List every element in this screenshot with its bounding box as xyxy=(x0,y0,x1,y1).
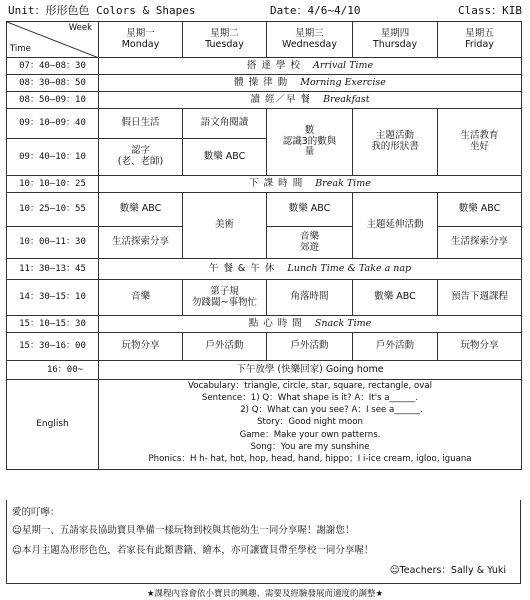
activity-cell: 假日生活 xyxy=(99,109,183,139)
day-zh: 星期二 xyxy=(210,27,239,39)
table-row xyxy=(7,176,522,193)
activity-zh: 下 課 時 間 xyxy=(249,177,304,189)
breakfast-cell xyxy=(99,92,522,109)
time-cell: 15：30—16：00 xyxy=(7,333,99,361)
table-row xyxy=(7,361,522,380)
arrival-cell xyxy=(99,58,522,75)
table-row xyxy=(7,75,522,92)
time-cell: 09：40—10：10 xyxy=(7,139,99,176)
table-row xyxy=(7,58,522,75)
table-row xyxy=(7,280,522,316)
activity-cell: 生活探索分享 xyxy=(438,227,522,259)
activity-cell: 數樂 ABC xyxy=(438,193,522,227)
activity-en: Break Time xyxy=(315,177,371,189)
table-row xyxy=(7,92,522,109)
activity-cell: 玩物分享 xyxy=(438,333,522,361)
activity-cell: 音樂 xyxy=(99,280,183,316)
day-zh: 星期一 xyxy=(126,27,155,39)
lunch-cell xyxy=(99,259,522,280)
activity-en: Lunch Time & Take a nap xyxy=(287,262,412,274)
activity-zh: 午 餐 & 午 休 xyxy=(208,262,276,274)
english-content xyxy=(99,380,522,470)
activity-zh: 讀 經／早 餐 xyxy=(250,93,312,105)
day-en: Monday xyxy=(121,38,160,50)
activity-cell: 美術 xyxy=(183,193,267,259)
time-cell: 16：00~ xyxy=(7,361,99,380)
activity-cell: 戶外活動 xyxy=(353,333,438,361)
vocabulary-line: Vocabulary：triangle, circle, star, square, rectangle, oval xyxy=(187,380,433,391)
time-cell: 10：00—11：30 xyxy=(7,227,99,259)
activity-cell: 數樂 ABC xyxy=(183,139,267,176)
activity-cell: 數樂 ABC xyxy=(267,193,353,227)
time-cell: 09：10—09：40 xyxy=(7,109,99,139)
activity-en: Morning Exercise xyxy=(300,76,386,88)
activity-en: Going home xyxy=(325,363,384,375)
activity-cell: 戶外活動 xyxy=(267,333,353,361)
day-header-friday xyxy=(438,22,522,58)
activity-cell: 主題活動 我的形狀書 xyxy=(353,109,438,176)
activity-en: Arrival Time xyxy=(313,59,374,71)
day-en: Thursday xyxy=(372,38,418,50)
notes-line-1: ☺星期一、五請家長協助寶貝準備一樣玩物到校與其他幼生一同分享喔！謝謝您！ xyxy=(12,525,355,536)
phonics-line: Phonics：H h- hat, hot, hop, head, hand, hippo；I i-ice cream, igloo, iguana xyxy=(148,453,472,464)
snack-cell xyxy=(99,316,522,333)
parent-notes xyxy=(6,500,521,584)
day-en: Tuesday xyxy=(205,38,244,50)
activity-en: Snack Time xyxy=(314,317,372,329)
song-line: Song：You are my sunshine xyxy=(250,441,370,452)
day-header-tuesday xyxy=(183,22,267,58)
activity-en: Breakfast xyxy=(323,93,370,105)
day-en: Friday xyxy=(465,38,494,50)
activity-cell: 主題延伸活動 xyxy=(353,193,438,259)
english-row xyxy=(7,380,522,470)
time-cell: 08：50—09：10 xyxy=(7,92,99,109)
activity-cell: 生活探索分享 xyxy=(99,227,183,259)
day-header-monday xyxy=(99,22,183,58)
corner-cell xyxy=(7,22,99,58)
date-range: Date：4/6~4/10 xyxy=(270,4,361,17)
english-label: English xyxy=(7,380,99,470)
table-row xyxy=(7,193,522,227)
activity-cell: 戶外活動 xyxy=(183,333,267,361)
class-name: Class：KIB xyxy=(458,4,522,17)
week-label: Week xyxy=(68,23,92,33)
activity-cell: 玩物分享 xyxy=(99,333,183,361)
weekly-schedule-table xyxy=(6,21,522,470)
day-zh: 星期四 xyxy=(380,27,410,39)
story-line: Story：Good night moon xyxy=(257,417,363,428)
table-header-row xyxy=(7,22,522,58)
break-cell xyxy=(99,176,522,193)
time-cell: 10：25—10：55 xyxy=(7,193,99,227)
table-row xyxy=(7,316,522,333)
activity-cell: 數 認識3的數與 量 xyxy=(267,109,353,176)
unit-title: Unit：形形色色 Colors & Shapes xyxy=(8,4,196,17)
day-zh: 星期三 xyxy=(295,27,324,39)
game-line: Game：Make your own patterns. xyxy=(239,429,381,440)
time-cell: 14：30—15：10 xyxy=(7,280,99,316)
notes-line-2: ☺本月主題為形形色色，若家長有此類書籍、繪本，亦可讓寶貝帶至學校一同分享喔！ xyxy=(12,545,374,556)
activity-cell: 數樂 ABC xyxy=(353,280,438,316)
activity-zh: 點 心 時 間 xyxy=(248,317,303,329)
time-label: Time xyxy=(10,44,31,55)
table-row xyxy=(7,109,522,139)
time-cell: 08：30—08：50 xyxy=(7,75,99,92)
table-row xyxy=(7,333,522,361)
table-row xyxy=(7,259,522,280)
sentence-line-1: Sentence：1) Q：What shape is it? A：It's a______. xyxy=(201,393,419,404)
activity-cell: 生活教育 坐好 xyxy=(438,109,522,176)
activity-cell: 預告下週課程 xyxy=(438,280,522,316)
sentence-line-2: 2) Q：What can you see? A：I see a______. xyxy=(240,405,423,416)
day-header-thursday xyxy=(353,22,438,58)
time-cell: 07：40—08：30 xyxy=(7,58,99,75)
exercise-cell xyxy=(99,75,522,92)
activity-cell: 語文角閱讀 xyxy=(183,109,267,139)
page-header xyxy=(8,2,522,16)
activity-cell: 音樂 郊遊 xyxy=(267,227,353,259)
activity-zh: 搭 達 學 校 xyxy=(246,59,301,71)
notes-title: 愛的叮嚀： xyxy=(12,507,60,518)
activity-cell: 數樂 ABC xyxy=(99,193,183,227)
activity-cell: 第子規 勿踐閾~事物忙 xyxy=(183,280,267,316)
time-cell: 10：10—10：25 xyxy=(7,176,99,193)
activity-zh: 下午放學 (快樂回家) xyxy=(236,363,323,375)
day-zh: 星期五 xyxy=(465,27,494,39)
time-cell: 15：10—15：30 xyxy=(7,316,99,333)
activity-cell: 認字 (老、老師) xyxy=(99,139,183,176)
activity-cell: 角落時間 xyxy=(267,280,353,316)
going-home-cell xyxy=(99,361,522,380)
teachers-signature: ☺Teachers：Sally & Yuki xyxy=(389,565,506,576)
footer-note: ★課程內容會依小寶貝的興趣、需要及經驗發展而適度的調整★ xyxy=(146,589,384,599)
day-en: Wednesday xyxy=(281,38,337,50)
day-header-wednesday xyxy=(267,22,353,58)
activity-zh: 體 操 律 動 xyxy=(234,76,289,88)
time-cell: 11：30—13：45 xyxy=(7,259,99,280)
